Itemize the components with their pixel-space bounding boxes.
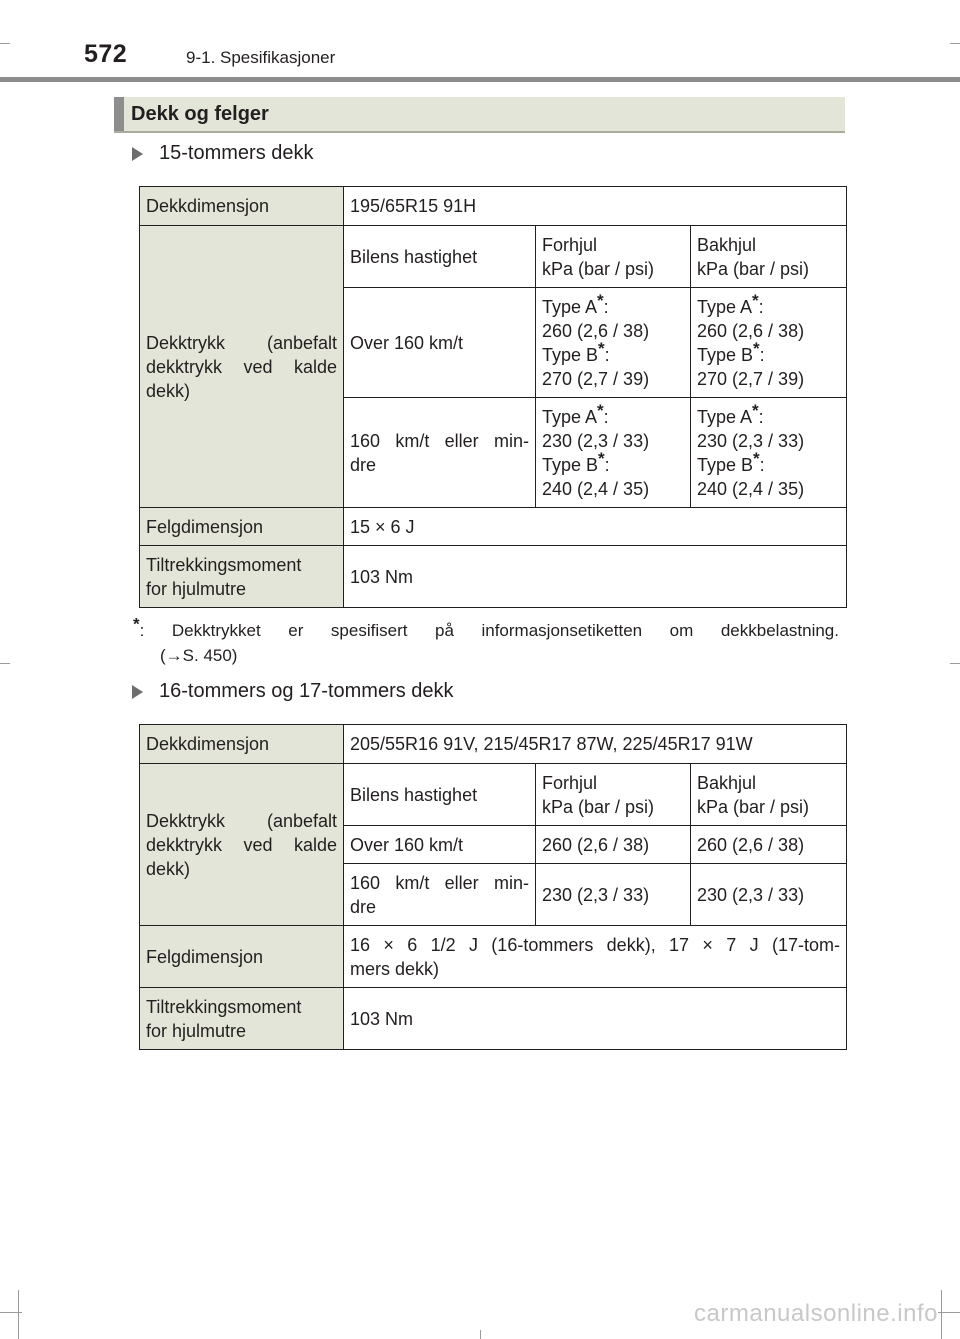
front-wheel-header: Forhjul kPa (bar / psi) [536, 226, 691, 288]
table-row [140, 725, 847, 764]
front-pressure: 260 (2,6 / 38) [536, 826, 691, 864]
section-header [114, 97, 845, 133]
header-rule [0, 77, 960, 82]
subsection-title: 15-tommers dekk [159, 142, 314, 164]
speed-header: Bilens hastighet [344, 226, 536, 288]
tire-dimension-value: 205/55R16 91V, 215/45R17 87W, 225/45R17 91W [344, 725, 847, 764]
table-row [140, 187, 847, 226]
torque-label: Tiltrekkingsmoment for hjulmutre [140, 546, 344, 608]
front-pressure: Type A*: 260 (2,6 / 38) Type B*: 270 (2,7 / 39) [536, 288, 691, 398]
rim-dimension-value: 15 × 6 J [344, 508, 847, 546]
crop-mark [0, 43, 10, 44]
rear-pressure: Type A*: 230 (2,3 / 33) Type B*: 240 (2,4 / 35) [691, 398, 847, 508]
footnote-marker: * [133, 614, 140, 634]
triangle-bullet-icon [132, 147, 143, 161]
subsection-heading-16-17 [132, 680, 454, 703]
speed-value: Over 160 km/t [344, 288, 536, 398]
torque-value: 103 Nm [344, 988, 847, 1050]
footnote [133, 614, 839, 668]
table-row [140, 226, 847, 288]
tire-dimension-label: Dekkdimensjon [140, 187, 344, 226]
tire-pressure-label: Dekktrykk (anbefalt dekktrykk ved kalde dekk) [140, 226, 344, 508]
speed-value: 160 km/t eller min- dre [344, 398, 536, 508]
crop-mark [941, 1290, 942, 1339]
crop-mark [950, 663, 960, 664]
tire-spec-table-15 [139, 186, 847, 608]
front-pressure: Type A*: 230 (2,3 / 33) Type B*: 240 (2,4 / 35) [536, 398, 691, 508]
speed-header: Bilens hastighet [344, 764, 536, 826]
footnote-reference: (→S. 450) [160, 646, 238, 665]
table-row [140, 764, 847, 826]
rim-dimension-label: Felgdimensjon [140, 508, 344, 546]
chapter-title: 9-1. Spesifikasjoner [186, 48, 336, 67]
subsection-heading-15 [132, 142, 314, 165]
tire-spec-table-16-17 [139, 724, 847, 1050]
table-row [140, 546, 847, 608]
table-row [140, 988, 847, 1050]
tire-dimension-label: Dekkdimensjon [140, 725, 344, 764]
crop-mark [950, 43, 960, 44]
rear-pressure: 260 (2,6 / 38) [691, 826, 847, 864]
page-number: 572 [84, 40, 128, 68]
section-title: Dekk og felger [131, 103, 269, 125]
speed-value: 160 km/t eller min- dre [344, 864, 536, 926]
tire-dimension-value: 195/65R15 91H [344, 187, 847, 226]
subsection-title: 16-tommers og 17-tommers dekk [159, 680, 454, 702]
rear-pressure: Type A*: 260 (2,6 / 38) Type B*: 270 (2,7 / 39) [691, 288, 847, 398]
speed-value: Over 160 km/t [344, 826, 536, 864]
rear-pressure: 230 (2,3 / 33) [691, 864, 847, 926]
crop-mark [480, 1330, 481, 1339]
table-row [140, 926, 847, 988]
table-row [140, 508, 847, 546]
rear-wheel-header: Bakhjul kPa (bar / psi) [691, 226, 847, 288]
torque-label: Tiltrekkingsmoment for hjulmutre [140, 988, 344, 1050]
triangle-bullet-icon [132, 685, 143, 699]
crop-mark [0, 663, 10, 664]
footnote-text: : Dekktrykket er spesifisert på informasjonsetiketten om dekkbelastning. [139, 621, 839, 640]
section-accent [114, 97, 124, 131]
tire-pressure-label: Dekktrykk (anbefalt dekktrykk ved kalde dekk) [140, 764, 344, 926]
rim-dimension-label: Felgdimensjon [140, 926, 344, 988]
rim-dimension-value: 16 × 6 1/2 J (16-tommers dekk), 17 × 7 J (17-tom- mers dekk) [344, 926, 847, 988]
front-wheel-header: Forhjul kPa (bar / psi) [536, 764, 691, 826]
watermark: carmanualsonline.info [694, 1300, 938, 1327]
crop-mark [18, 1290, 19, 1339]
rear-wheel-header: Bakhjul kPa (bar / psi) [691, 764, 847, 826]
front-pressure: 230 (2,3 / 33) [536, 864, 691, 926]
torque-value: 103 Nm [344, 546, 847, 608]
